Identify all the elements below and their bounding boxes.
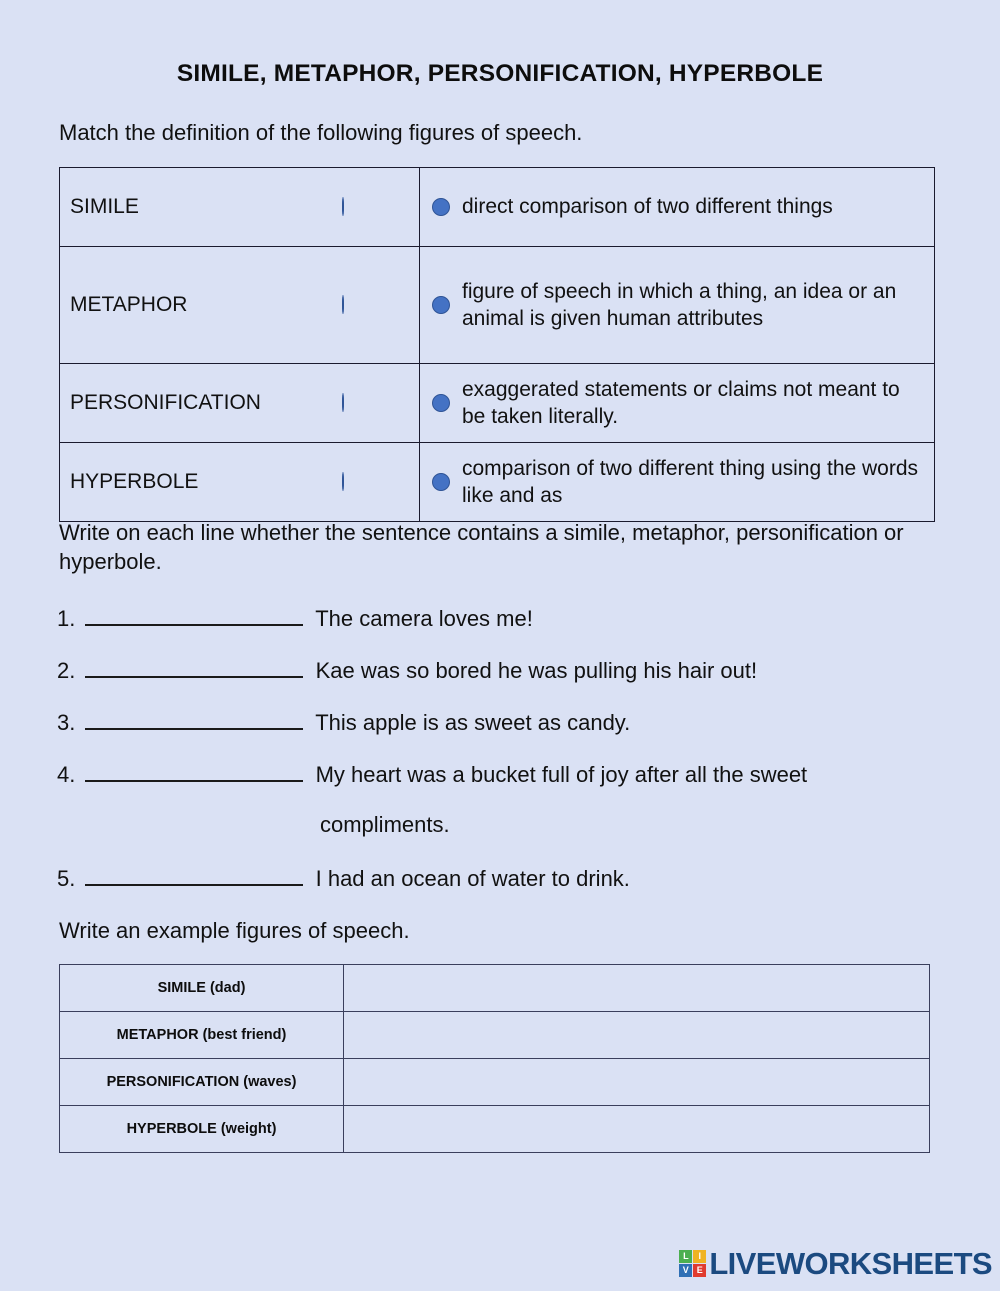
circle-dot-icon[interactable] [432, 296, 450, 314]
table-row [60, 1012, 930, 1059]
circle-dot-icon[interactable] [432, 198, 450, 216]
logo-tile-v: V [679, 1264, 692, 1277]
answer-blank-input[interactable] [85, 864, 303, 886]
example-label-personification: PERSONIFICATION (waves) [60, 1059, 344, 1106]
question-number: 4. [57, 762, 76, 787]
question-sentence: Kae was so bored he was pulling his hair out! [315, 658, 758, 683]
definition-cell-1 [420, 168, 935, 247]
definition-text: figure of speech in which a thing, an idea or an animal is given human attributes [462, 279, 897, 330]
definition-text: comparison of two different thing using the words like and as [462, 456, 919, 507]
page-title: SIMILE, METAPHOR, PERSONIFICATION, HYPERBOLE [176, 60, 824, 87]
answer-blank-input[interactable] [85, 656, 303, 678]
answer-blank-input[interactable] [85, 760, 303, 782]
example-answer-input-simile[interactable] [344, 965, 930, 1012]
circle-dot-icon[interactable] [342, 472, 344, 491]
question-sentence: This apple is as sweet as candy. [315, 710, 631, 735]
logo-tile-l: L [679, 1250, 692, 1263]
live-badge-icon [679, 1250, 706, 1277]
question-sentence: My heart was a bucket full of joy after all the sweet [315, 762, 808, 787]
matching-table [59, 167, 935, 522]
question-sentence: The camera loves me! [315, 606, 533, 631]
definition-text: exaggerated statements or claims not meant to be taken literally. [462, 377, 900, 428]
logo-wordmark: LIVEWORKSHEETS [709, 1246, 992, 1281]
term-label: METAPHOR [70, 293, 188, 316]
logo-tile-i: I [693, 1250, 706, 1263]
question-sentence-continuation: compliments. [320, 812, 450, 837]
answer-blank-input[interactable] [85, 604, 303, 626]
table-row [60, 168, 935, 247]
question-item-1 [57, 604, 947, 634]
circle-dot-icon[interactable] [432, 473, 450, 491]
question-number: 3. [57, 710, 76, 735]
table-row [60, 443, 935, 522]
table-row [60, 965, 930, 1012]
term-connector-dot-wrap[interactable] [342, 198, 344, 216]
definition-cell-4 [420, 443, 935, 522]
term-connector-dot-wrap[interactable] [342, 473, 344, 491]
examples-instruction: Write an example figures of speech. [59, 918, 410, 943]
term-connector-dot-wrap[interactable] [342, 296, 344, 314]
answer-blank-input[interactable] [85, 708, 303, 730]
circle-dot-icon[interactable] [342, 295, 344, 314]
example-answer-input-metaphor[interactable] [344, 1012, 930, 1059]
definition-cell-2 [420, 247, 935, 364]
example-label-simile: SIMILE (dad) [60, 965, 344, 1012]
table-row [60, 247, 935, 364]
term-connector-dot-wrap[interactable] [342, 394, 344, 412]
term-label: HYPERBOLE [70, 470, 199, 493]
question-number: 1. [57, 606, 76, 631]
table-row [60, 364, 935, 443]
identify-instruction: Write on each line whether the sentence contains a simile, metaphor, personification or hyperbole. [59, 520, 904, 575]
term-cell-metaphor [60, 247, 420, 364]
term-label: SIMILE [70, 195, 139, 218]
logo-tile-e: E [693, 1264, 706, 1277]
term-cell-simile [60, 168, 420, 247]
circle-dot-icon[interactable] [432, 394, 450, 412]
table-row [60, 1106, 930, 1153]
question-sentence: I had an ocean of water to drink. [315, 866, 630, 891]
liveworksheets-logo[interactable] [679, 1248, 992, 1279]
example-label-hyperbole: HYPERBOLE (weight) [60, 1106, 344, 1153]
circle-dot-icon[interactable] [342, 393, 344, 412]
question-item-2 [57, 656, 947, 686]
definition-cell-3 [420, 364, 935, 443]
examples-table [59, 964, 930, 1153]
definition-text: direct comparison of two different things [462, 195, 833, 219]
term-cell-hyperbole [60, 443, 420, 522]
matching-instruction: Match the definition of the following figures of speech. [59, 120, 583, 145]
table-row [60, 1059, 930, 1106]
question-item-5 [57, 864, 947, 894]
question-item-4 [57, 760, 947, 790]
question-number: 2. [57, 658, 76, 683]
term-label: PERSONIFICATION [70, 391, 261, 414]
question-item-3 [57, 708, 947, 738]
term-cell-personification [60, 364, 420, 443]
example-label-metaphor: METAPHOR (best friend) [60, 1012, 344, 1059]
question-number: 5. [57, 866, 76, 891]
example-answer-input-hyperbole[interactable] [344, 1106, 930, 1153]
example-answer-input-personification[interactable] [344, 1059, 930, 1106]
circle-dot-icon[interactable] [342, 197, 344, 216]
